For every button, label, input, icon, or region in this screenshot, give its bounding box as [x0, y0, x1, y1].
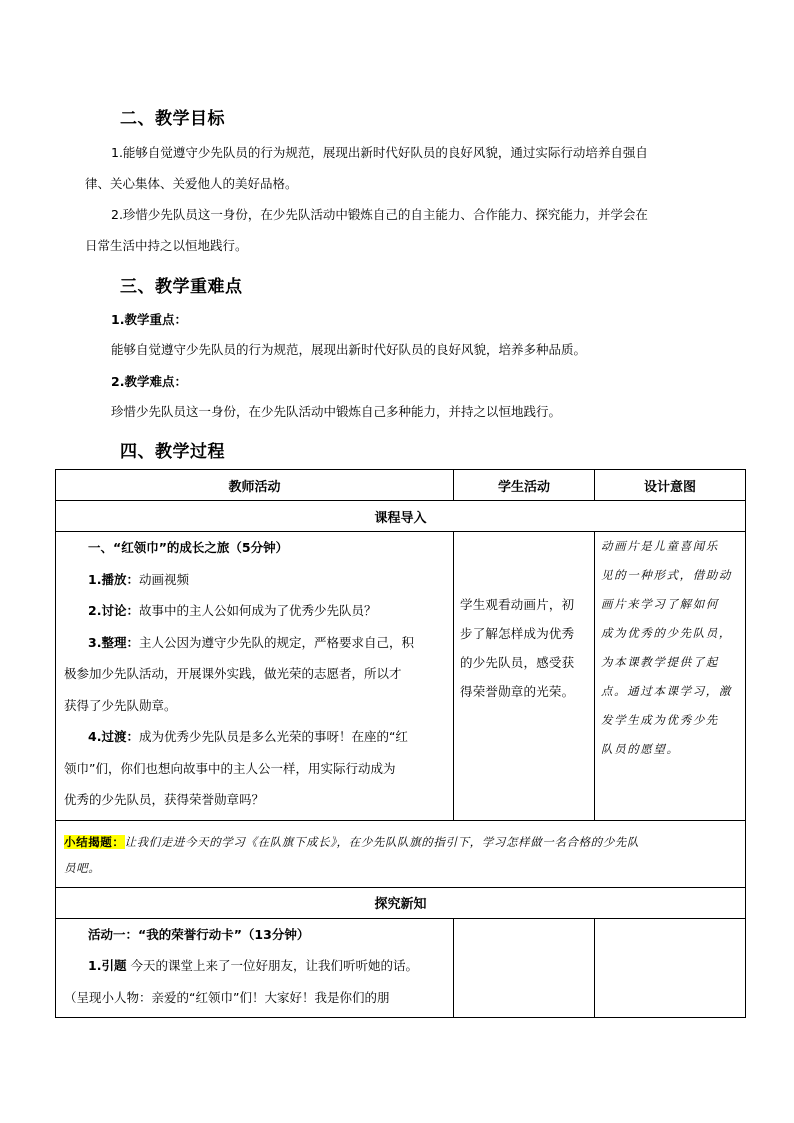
section-title-explore: 探究新知	[56, 887, 746, 918]
key-point-text: 能够自觉遵守少先队员的行为规范，展现出新时代好队员的良好风貌，培养多种品质。	[111, 342, 587, 357]
intro-label: 1.引题	[88, 958, 127, 973]
step-2	[64, 595, 445, 627]
step-2-label: 2.讨论：	[88, 603, 139, 618]
design-line: 成为优秀的少先队员，	[601, 626, 732, 640]
step-4-line-2: 领巾”们，你们也想向故事中的主人公一样，用实际行动成为	[64, 760, 396, 776]
activity-1-title: 一、“红领巾”的成长之旅（5分钟）	[88, 540, 289, 555]
key-point-label: 1.教学重点：	[111, 312, 187, 327]
step-3-line-1: 主人公因为遵守少先队的规定，严格要求自己，积	[138, 634, 414, 650]
student-line: 得荣誉勋章的光荣。	[460, 684, 575, 699]
difficulty-label: 2.教学难点：	[111, 374, 187, 389]
summary-text-1: 让我们走进今天的学习《在队旗下成长》，在少先队队旗的指引下，学习怎样做一名合格的少先队	[124, 834, 640, 849]
design-line: 动画片是儿童喜闻乐	[601, 539, 719, 553]
step-3	[64, 627, 445, 659]
teacher-activity-cell	[56, 532, 454, 821]
step-1	[64, 564, 445, 596]
activity-2-title: 活动一：“我的荣誉行动卡”（13分钟）	[88, 926, 310, 942]
step-4-line-1: 成为优秀少先队员是多么光荣的事呀！在座的“红	[138, 729, 408, 744]
design-line: 画片来学习了解如何	[601, 597, 719, 611]
summary-line-1	[64, 829, 737, 855]
step-1-label: 1.播放：	[88, 571, 139, 587]
teacher-activity-cell-2	[56, 918, 454, 1018]
keypoints-heading: 三、教学重难点	[120, 277, 243, 297]
student-line: 步了解怎样成为优秀	[460, 626, 575, 641]
intro-step	[64, 950, 445, 982]
step-1-text: 动画视频	[138, 571, 189, 587]
difficulty-text: 珍惜少先队员这一身份，在少先队活动中锻炼自己多种能力，并持之以恒地践行。	[111, 404, 562, 419]
table-row	[56, 532, 746, 821]
intro-line-1: 今天的课堂上来了一位好朋友，让我们听听她的话。	[130, 958, 418, 973]
student-line: 的少先队员，感受获	[460, 655, 575, 670]
design-intent-cell	[595, 532, 746, 821]
header-teacher-activity: 教师活动	[56, 470, 454, 501]
student-activity-cell-2	[454, 918, 595, 1018]
summary-text-2: 员吧。	[64, 860, 101, 875]
design-line: 发学生成为优秀少先	[601, 713, 719, 727]
summary-row	[56, 820, 746, 887]
step-4-line-3: 优秀的少先队员，获得荣誉勋章吗？	[64, 792, 265, 807]
summary-label: 小结揭题：	[64, 834, 125, 849]
objective-1-line-2: 律、关心集体、关爱他人的美好品格。	[85, 176, 298, 191]
step-4-label: 4.过渡：	[88, 729, 139, 744]
section-row-explore	[56, 887, 746, 918]
table-row	[56, 918, 746, 1018]
lesson-process-table	[55, 469, 746, 1018]
design-line: 见的一种形式，借助动	[601, 568, 732, 582]
design-line: 点。通过本课学习，激	[601, 684, 732, 698]
design-line: 为本课教学提供了起	[601, 655, 719, 669]
process-heading: 四、教学过程	[120, 442, 225, 462]
section-row-intro	[56, 501, 746, 532]
step-3-line-2: 极参加少先队活动，开展课外实践，做光荣的志愿者，所以才	[64, 666, 402, 681]
header-design-intent: 设计意图	[595, 470, 746, 501]
intro-line-2: （呈现小人物：亲爱的“红领巾”们！大家好！我是你们的朋	[64, 989, 390, 1005]
objective-2-line-1: 2.珍惜少先队员这一身份，在少先队活动中锻炼自己的自主能力、合作能力、探究能力，并学会在	[111, 207, 648, 222]
step-2-text: 故事中的主人公如何成为了优秀少先队员？	[138, 603, 377, 618]
design-line: 队员的愿望。	[601, 742, 680, 756]
objective-2-line-2: 日常生活中持之以恒地践行。	[85, 238, 248, 253]
student-activity-cell	[454, 532, 595, 821]
table-header-row	[56, 470, 746, 501]
step-4	[64, 721, 445, 753]
step-3-label: 3.整理：	[88, 634, 139, 650]
section-title-intro: 课程导入	[56, 501, 746, 532]
design-intent-cell-2	[595, 918, 746, 1018]
step-3-line-3: 获得了少先队勋章。	[64, 697, 177, 713]
student-line: 学生观看动画片，初	[460, 597, 575, 612]
header-student-activity: 学生活动	[454, 470, 595, 501]
objective-1-line-1: 1.能够自觉遵守少先队员的行为规范，展现出新时代好队员的良好风貌，通过实际行动培养自强自	[111, 145, 648, 160]
summary-cell	[56, 820, 746, 887]
objectives-heading: 二、教学目标	[120, 109, 225, 129]
